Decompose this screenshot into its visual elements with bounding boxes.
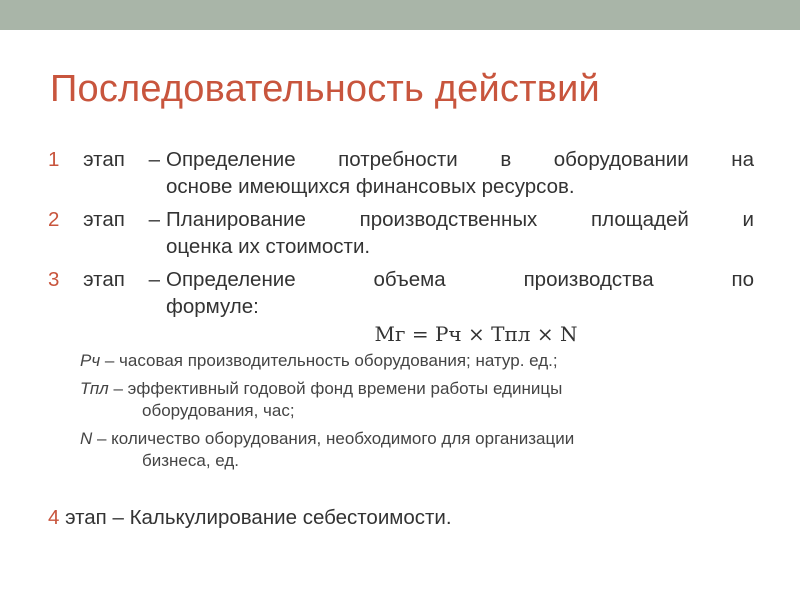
step-3-word: этап: [83, 268, 125, 291]
definition-n-continuation: бизнеса, ед.: [142, 451, 239, 470]
step-3-line2: формуле:: [166, 295, 259, 318]
step-2-word: этап: [83, 208, 125, 231]
definition-tpl-text: – эффективный годовой фонд времени работы единицы: [108, 379, 563, 398]
step-1-dash: –: [148, 148, 160, 171]
slide-content: [48, 146, 754, 530]
capacity-formula: Мг = Рч × Тпл × N: [374, 322, 578, 346]
step-4: [48, 506, 754, 530]
definition-rch: [80, 350, 754, 372]
definition-n-text: – количество оборудования, необходимого для организации: [92, 429, 575, 448]
step-2-number: 2: [48, 208, 60, 231]
slide-title: Последовательность действий: [50, 68, 600, 110]
step-1-lead: [48, 146, 166, 173]
step-2-line1: Планирование производственных площадей и: [166, 208, 754, 231]
definition-n: [80, 428, 754, 472]
step-1-word: этап: [83, 148, 125, 171]
definition-n-symbol: N: [80, 429, 93, 448]
step-4-number: 4: [48, 506, 60, 529]
step-3-number: 3: [48, 268, 60, 291]
step-1-number: 1: [48, 148, 60, 171]
step-1-line1: Определение потребности в оборудовании на: [166, 148, 754, 171]
top-band: [0, 0, 800, 30]
step-4-text: этап – Калькулирование себестоимости.: [59, 506, 452, 529]
step-2-line2: оценка их стоимости.: [166, 235, 371, 258]
definition-rch-symbol: Рч: [80, 351, 101, 370]
formula-definitions: [48, 350, 754, 472]
step-2-lead: [48, 206, 166, 233]
step-3-lead: [48, 266, 166, 293]
step-2: [48, 206, 754, 260]
step-3-dash: –: [148, 268, 160, 291]
step-1: [48, 146, 754, 200]
step-3-line1: Определение объема производства по: [166, 268, 754, 291]
definition-tpl-continuation: оборудования, час;: [142, 401, 295, 420]
definition-tpl-symbol: Тпл: [80, 379, 109, 398]
step-1-line2: основе имеющихся финансовых ресурсов.: [166, 175, 575, 198]
definition-tpl: [80, 378, 754, 422]
step-2-dash: –: [148, 208, 160, 231]
definition-rch-text: – часовая производительность оборудования; натур. ед.;: [100, 351, 558, 370]
step-3: [48, 266, 754, 320]
